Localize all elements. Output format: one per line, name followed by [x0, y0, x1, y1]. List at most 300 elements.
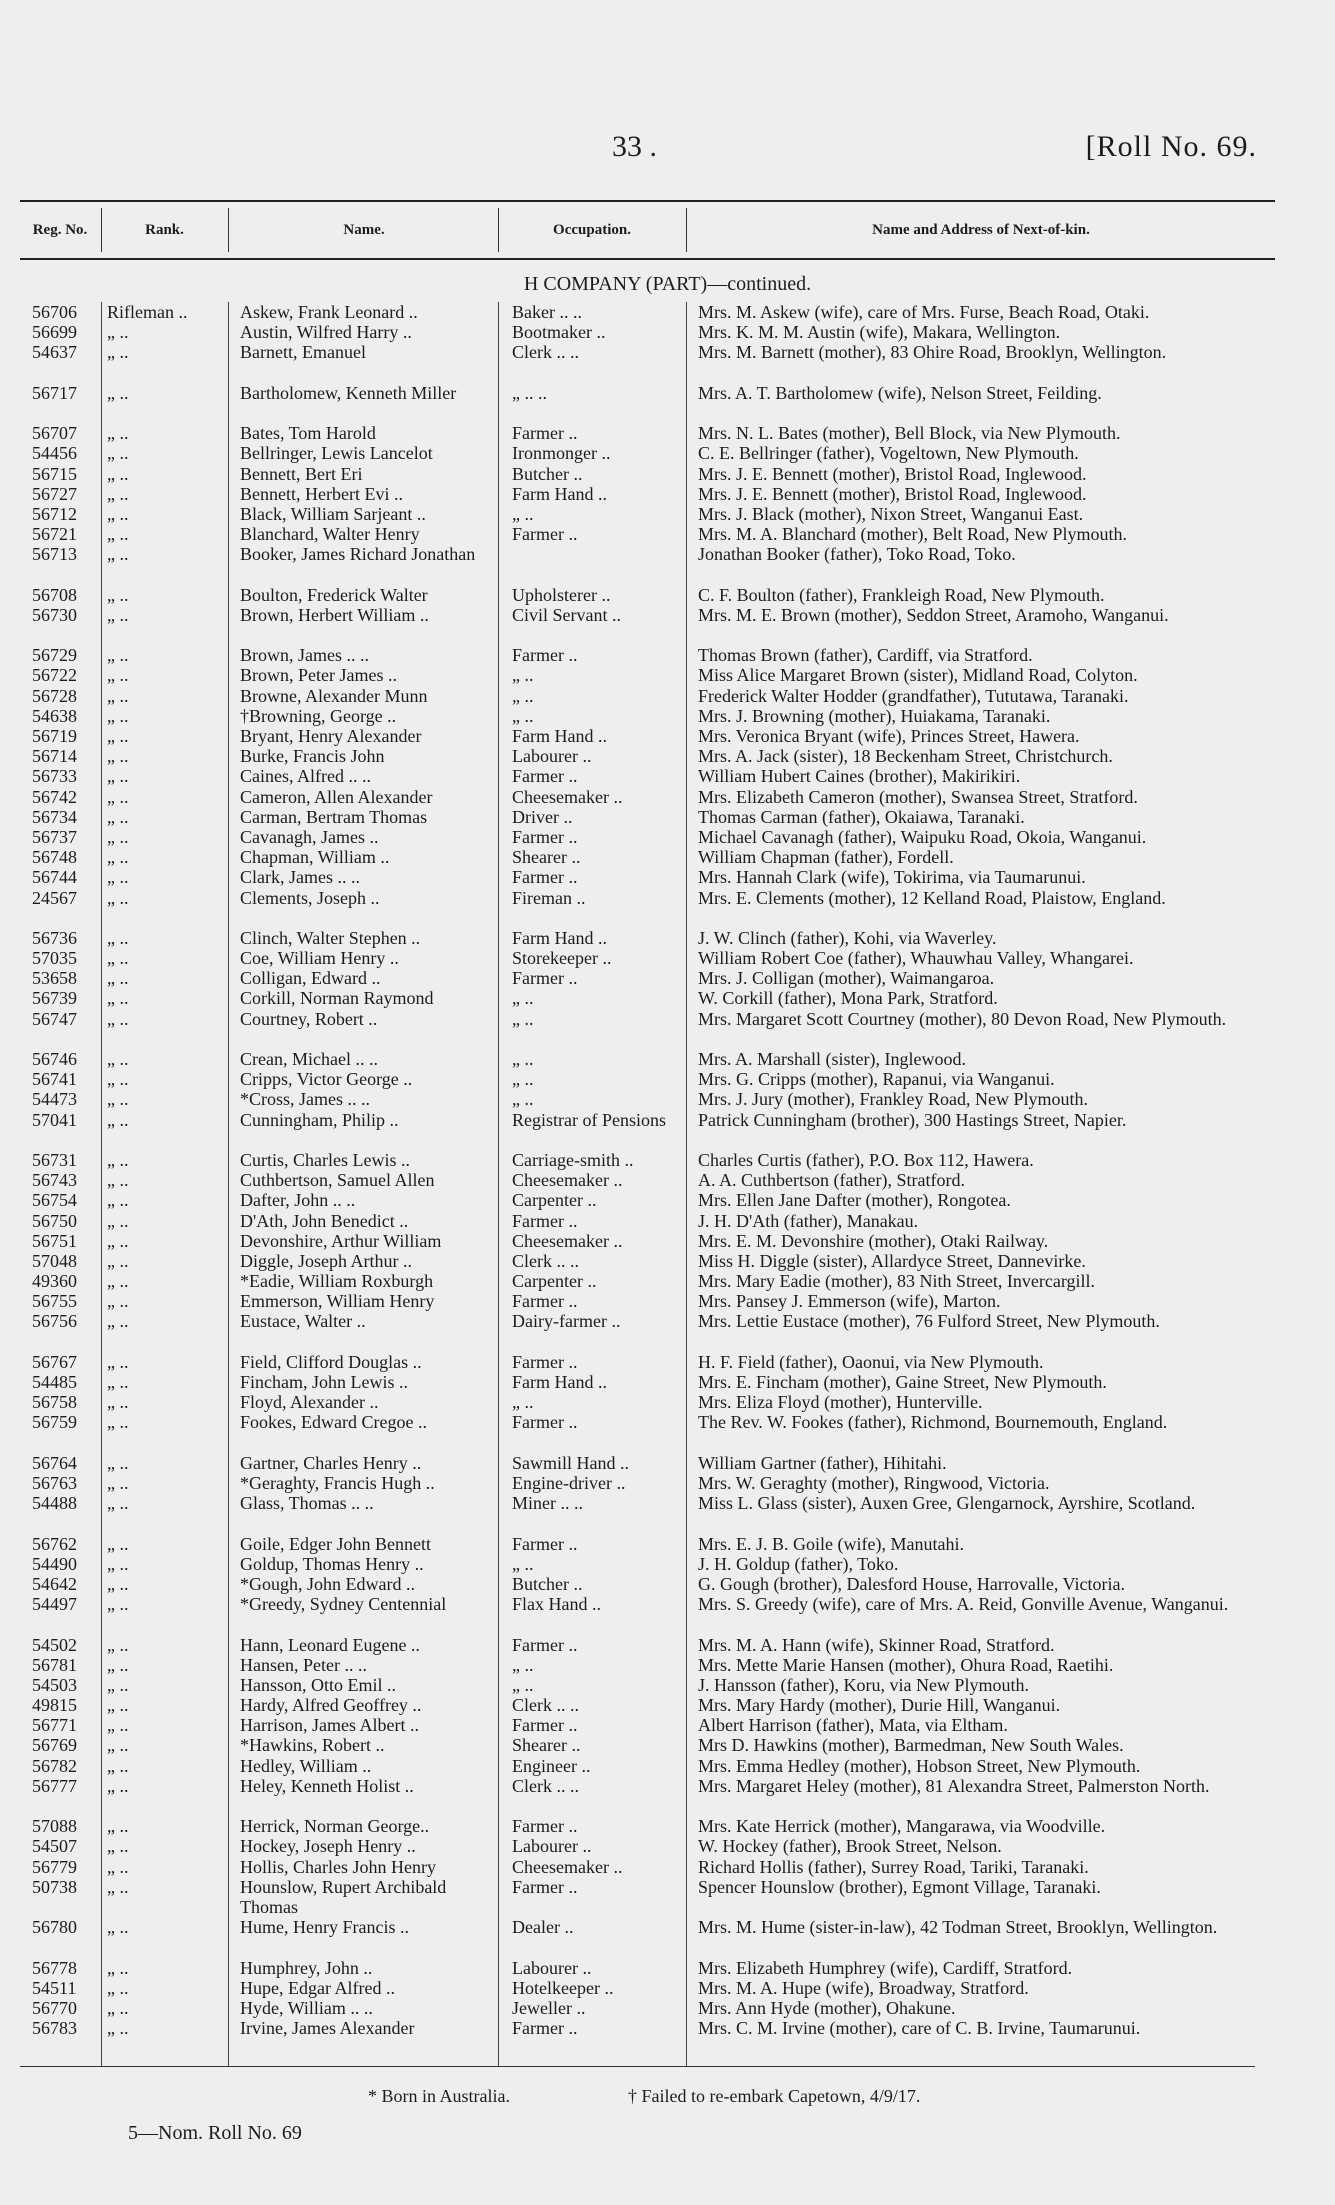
nom-roll-label: 5—Nom. Roll No. 69 [128, 2122, 302, 2144]
occupation: „ .. [512, 1392, 534, 1413]
reg-number: 54503 [32, 1674, 77, 1695]
soldier-name: Askew, Frank Leonard .. [240, 302, 418, 322]
rank: „ .. [107, 665, 129, 686]
table-row [20, 988, 1275, 1008]
reg-number: 56713 [32, 544, 77, 565]
rank: „ .. [107, 1250, 129, 1271]
soldier-name: Hockey, Joseph Henry .. [240, 1836, 416, 1857]
soldier-name: Bartholomew, Kenneth Miller [240, 382, 457, 403]
reg-number: 56783 [32, 2018, 77, 2039]
occupation: Farm Hand .. [512, 1372, 607, 1393]
next-of-kin: Mrs. E. M. Devonshire (mother), Otaki Railway. [698, 1230, 1049, 1251]
reg-number: 56780 [32, 1917, 77, 1938]
rank: „ .. [107, 826, 129, 847]
table-row [20, 1574, 1275, 1594]
column-header-occupation: Occupation. [553, 222, 631, 238]
rank: „ .. [107, 685, 129, 706]
table-row [20, 1958, 1275, 1978]
soldier-name: Crean, Michael .. .. [240, 1049, 378, 1070]
rank: „ .. [107, 746, 129, 767]
column-header-rank: Rank. [145, 222, 184, 238]
rank: „ .. [107, 1311, 129, 1332]
table-row [20, 1049, 1275, 1069]
soldier-name: Gartner, Charles Henry .. [240, 1452, 422, 1473]
table-row [20, 1877, 1275, 1917]
next-of-kin: Mrs. M. Barnett (mother), 83 Ohire Road, Brooklyn, Wellington. [698, 342, 1167, 363]
soldier-name: Floyd, Alexander .. [240, 1392, 379, 1413]
table-row [20, 1735, 1275, 1755]
reg-number: 56739 [32, 988, 77, 1009]
rank: „ .. [107, 1008, 129, 1029]
rank: „ .. [107, 1372, 129, 1393]
occupation: Cheesemaker .. [512, 1170, 623, 1191]
next-of-kin: Mrs. K. M. M. Austin (wife), Makara, Wellington. [698, 322, 1061, 343]
table-row [20, 1412, 1275, 1452]
reg-number: 56734 [32, 806, 77, 827]
soldier-name: Devonshire, Arthur William [240, 1230, 442, 1251]
reg-number: 56712 [32, 503, 77, 524]
table-row [20, 928, 1275, 948]
reg-number: 54456 [32, 443, 77, 464]
next-of-kin: Mrs. J. E. Bennett (mother), Bristol Road, Inglewood. [698, 463, 1087, 484]
rank: „ .. [107, 887, 129, 908]
reg-number: 53658 [32, 968, 77, 989]
occupation: Farmer .. [512, 826, 578, 847]
soldier-name: Barnett, Emanuel [240, 342, 366, 363]
next-of-kin: William Robert Coe (father), Whauwhau Valley, Whangarei. [698, 948, 1134, 969]
table-row [20, 342, 1275, 382]
soldier-name: Bennett, Bert Eri [240, 463, 363, 484]
section-title: H COMPANY (PART)—continued. [523, 273, 812, 295]
next-of-kin: Mrs. Ellen Jane Dafter (mother), Rongotea. [698, 1190, 1011, 1211]
occupation: Farmer .. [512, 1876, 578, 1897]
next-of-kin: Albert Harrison (father), Mata, via Eltham. [698, 1715, 1008, 1736]
next-of-kin: Mrs. Margaret Heley (mother), 81 Alexandra Street, Palmerston North. [698, 1775, 1210, 1796]
soldier-name: Hardy, Alfred Geoffrey .. [240, 1695, 422, 1716]
occupation: Farmer .. [512, 1533, 578, 1554]
rank: „ .. [107, 1674, 129, 1695]
reg-number: 56717 [32, 382, 77, 403]
rank: „ .. [107, 1977, 129, 1998]
rank: „ .. [107, 503, 129, 524]
reg-number: 54502 [32, 1634, 77, 1655]
soldier-name: Bellringer, Lewis Lancelot [240, 443, 433, 464]
reg-number: 56736 [32, 927, 77, 948]
rank: „ .. [107, 1170, 129, 1191]
rank: „ .. [107, 1149, 129, 1170]
occupation: Butcher .. [512, 463, 583, 484]
reg-number: 56741 [32, 1069, 77, 1090]
occupation: „ .. [512, 1069, 534, 1090]
occupation: Driver .. [512, 806, 573, 827]
rank: „ .. [107, 1735, 129, 1756]
soldier-name: Bates, Tom Harold [240, 423, 376, 444]
soldier-name: Dafter, John .. .. [240, 1190, 356, 1211]
soldier-name: *Gough, John Edward .. [240, 1573, 415, 1594]
reg-number: 57035 [32, 948, 77, 969]
next-of-kin: Mrs. C. M. Irvine (mother), care of C. B. Irvine, Taumarunui. [698, 2018, 1141, 2039]
soldier-name: Hansson, Otto Emil .. [240, 1674, 396, 1695]
soldier-name: *Greedy, Sydney Centennial [240, 1594, 447, 1615]
soldier-name: Caines, Alfred .. .. [240, 766, 371, 787]
table-row [20, 746, 1275, 766]
reg-number: 56699 [32, 322, 77, 343]
reg-number: 56777 [32, 1775, 77, 1796]
rank: „ .. [107, 1230, 129, 1251]
rank: „ .. [107, 1997, 129, 2018]
rank: „ .. [107, 463, 129, 484]
table-row [20, 968, 1275, 988]
rank: „ .. [107, 927, 129, 948]
table-row [20, 504, 1275, 524]
occupation: Cheesemaker .. [512, 786, 623, 807]
table-row [20, 1150, 1275, 1170]
occupation: Clerk .. .. [512, 1775, 579, 1796]
next-of-kin: Mrs. Eliza Floyd (mother), Hunterville. [698, 1392, 983, 1413]
table-row [20, 544, 1275, 584]
soldier-name: *Geraghty, Francis Hugh .. [240, 1473, 435, 1494]
soldier-name: Eustace, Walter .. [240, 1311, 366, 1332]
reg-number: 56758 [32, 1392, 77, 1413]
table-row [20, 1231, 1275, 1251]
rank: „ .. [107, 1836, 129, 1857]
rank: „ .. [107, 1553, 129, 1574]
soldier-name: Bryant, Henry Alexander [240, 726, 422, 746]
table-row [20, 847, 1275, 867]
reg-number: 56721 [32, 524, 77, 545]
next-of-kin: Charles Curtis (father), P.O. Box 112, Hawera. [698, 1149, 1034, 1170]
occupation: Farmer .. [512, 1291, 578, 1312]
occupation: Registrar of Pensions [512, 1109, 666, 1130]
reg-number: 56729 [32, 645, 77, 666]
occupation: „ .. [512, 503, 534, 524]
rank: „ .. [107, 1190, 129, 1211]
table-row [20, 1857, 1275, 1877]
occupation: Fireman .. [512, 887, 586, 908]
next-of-kin: Frederick Walter Hodder (grandfather), Tututawa, Taranaki. [698, 685, 1129, 706]
soldier-name: Cavanagh, James .. [240, 826, 379, 847]
next-of-kin: Spencer Hounslow (brother), Egmont Village, Taranaki. [698, 1876, 1101, 1897]
rank: „ .. [107, 786, 129, 807]
next-of-kin: H. F. Field (father), Oaonui, via New Plymouth. [698, 1351, 1044, 1372]
next-of-kin: Miss L. Glass (sister), Auxen Gree, Glengarnock, Ayrshire, Scotland. [698, 1493, 1196, 1514]
roll-label: [Roll No. 69. [1085, 130, 1257, 163]
table-row [20, 1836, 1275, 1856]
table-row [20, 302, 1275, 322]
reg-number: 54473 [32, 1089, 77, 1110]
rank: „ .. [107, 483, 129, 504]
rank: „ .. [107, 1291, 129, 1312]
reg-number: 54511 [32, 1977, 77, 1998]
table-row [20, 1069, 1275, 1089]
reg-number: 56733 [32, 766, 77, 787]
table-header [20, 200, 1275, 260]
soldier-name: Austin, Wilfred Harry .. [240, 322, 412, 343]
reg-number: 56782 [32, 1755, 77, 1776]
occupation: Labourer .. [512, 1957, 592, 1978]
rank: „ .. [107, 948, 129, 969]
reg-number: 56747 [32, 1008, 77, 1029]
reg-number: 54642 [32, 1573, 77, 1594]
occupation: Labourer .. [512, 1836, 592, 1857]
table-row [20, 1756, 1275, 1776]
rank: „ .. [107, 342, 129, 363]
rank: „ .. [107, 645, 129, 666]
rank: „ .. [107, 1473, 129, 1494]
table-row [20, 1291, 1275, 1311]
soldier-name: Corkill, Norman Raymond [240, 988, 434, 1009]
next-of-kin: Thomas Brown (father), Cardiff, via Stratford. [698, 645, 1033, 666]
table-row [20, 1211, 1275, 1231]
soldier-name: Goile, Edger John Bennett [240, 1533, 431, 1554]
next-of-kin: Mrs. M. A. Hann (wife), Skinner Road, Stratford. [698, 1634, 1055, 1655]
rank: „ .. [107, 1856, 129, 1877]
occupation: Farmer .. [512, 766, 578, 787]
table-row [20, 787, 1275, 807]
occupation: Butcher .. [512, 1573, 583, 1594]
occupation: Labourer .. [512, 746, 592, 767]
table-row [20, 665, 1275, 685]
next-of-kin: Mrs. J. E. Bennett (mother), Bristol Road, Inglewood. [698, 483, 1087, 504]
soldier-name: Hedley, William .. [240, 1755, 372, 1776]
occupation: Farmer .. [512, 1210, 578, 1231]
rank: „ .. [107, 1210, 129, 1231]
next-of-kin: Mrs. S. Greedy (wife), care of Mrs. A. Reid, Gonville Avenue, Wanganui. [698, 1594, 1229, 1615]
soldier-name: *Hawkins, Robert .. [240, 1735, 385, 1756]
table-row [20, 484, 1275, 504]
next-of-kin: Patrick Cunningham (brother), 300 Hastings Street, Napier. [698, 1109, 1127, 1130]
soldier-name: Boulton, Frederick Walter [240, 584, 428, 605]
rank: „ .. [107, 988, 129, 1009]
table-row [20, 1089, 1275, 1109]
next-of-kin: Mrs. A. Jack (sister), 18 Beckenham Street, Christchurch. [698, 746, 1113, 767]
next-of-kin: Mrs. E. Clements (mother), 12 Kelland Road, Plaistow, England. [698, 887, 1166, 908]
table-row [20, 827, 1275, 847]
table-row [20, 1816, 1275, 1836]
rank: „ .. [107, 382, 129, 403]
soldier-name: Fookes, Edward Cregoe .. [240, 1412, 427, 1433]
soldier-name: *Eadie, William Roxburgh [240, 1271, 434, 1292]
soldier-name: Emmerson, William Henry [240, 1291, 435, 1312]
reg-number: 56746 [32, 1049, 77, 1070]
soldier-name: Hume, Henry Francis .. [240, 1917, 409, 1938]
table-row [20, 1655, 1275, 1675]
reg-number: 56722 [32, 665, 77, 686]
soldier-name: Chapman, William .. [240, 847, 390, 868]
rank: „ .. [107, 1573, 129, 1594]
rank: „ .. [107, 1715, 129, 1736]
soldier-name: *Cross, James .. .. [240, 1089, 370, 1110]
next-of-kin: Michael Cavanagh (father), Waipuku Road, Okoia, Wanganui. [698, 826, 1147, 847]
next-of-kin: William Gartner (father), Hihitahi. [698, 1452, 947, 1473]
table-row [20, 1978, 1275, 1998]
next-of-kin: Mrs. Margaret Scott Courtney (mother), 80 Devon Road, New Plymouth. [698, 1008, 1227, 1029]
table-row [20, 1110, 1275, 1150]
table-row [20, 524, 1275, 544]
reg-number: 56750 [32, 1210, 77, 1231]
occupation: Ironmonger .. [512, 443, 611, 464]
occupation: Farmer .. [512, 2018, 578, 2039]
rank: „ .. [107, 1695, 129, 1716]
reg-number: 56779 [32, 1856, 77, 1877]
occupation: „ .. [512, 1089, 534, 1110]
reg-number: 54507 [32, 1836, 77, 1857]
rank: „ .. [107, 766, 129, 787]
soldier-name: Herrick, Norman George.. [240, 1816, 430, 1837]
reg-number: 56767 [32, 1351, 77, 1372]
occupation: Shearer .. [512, 1735, 581, 1756]
next-of-kin: Mrs. Mary Eadie (mother), 83 Nith Street, Invercargill. [698, 1271, 1096, 1292]
rank: „ .. [107, 524, 129, 545]
soldier-name: Carman, Bertram Thomas [240, 806, 428, 827]
occupation: Bootmaker .. [512, 322, 606, 343]
soldier-name: Courtney, Robert .. [240, 1008, 378, 1029]
occupation: Farmer .. [512, 1634, 578, 1655]
soldier-name: Cunningham, Philip .. [240, 1109, 399, 1130]
rank: „ .. [107, 1957, 129, 1978]
next-of-kin: C. E. Bellringer (father), Vogeltown, New Plymouth. [698, 443, 1079, 464]
soldier-name: Black, William Sarjeant .. [240, 503, 426, 524]
table-row [20, 585, 1275, 605]
table-row [20, 322, 1275, 342]
soldier-name: Browne, Alexander Munn [240, 685, 428, 706]
table-row [20, 1675, 1275, 1695]
table-row [20, 807, 1275, 827]
soldier-name: Burke, Francis John [240, 746, 385, 767]
table-row [20, 1170, 1275, 1190]
reg-number: 56715 [32, 463, 77, 484]
table-row [20, 686, 1275, 706]
column-header-name: Name. [343, 222, 385, 238]
rank: „ .. [107, 443, 129, 464]
soldier-name: Curtis, Charles Lewis .. [240, 1149, 410, 1170]
reg-number: 56744 [32, 867, 77, 888]
occupation: Flax Hand .. [512, 1594, 601, 1615]
reg-number: 50738 [32, 1876, 77, 1897]
reg-number: 56764 [32, 1452, 77, 1473]
next-of-kin: Mrs. J. Jury (mother), Frankley Road, New Plymouth. [698, 1089, 1088, 1110]
reg-number: 49815 [32, 1695, 77, 1716]
next-of-kin: Mrs. J. Browning (mother), Huiakama, Taranaki. [698, 705, 1051, 726]
rank: „ .. [107, 1109, 129, 1130]
reg-number: 57088 [32, 1816, 77, 1837]
reg-number: 57041 [32, 1109, 77, 1130]
next-of-kin: Mrs. Mette Marie Hansen (mother), Ohura Road, Raetihi. [698, 1654, 1114, 1675]
occupation: Dairy-farmer .. [512, 1311, 621, 1332]
reg-number: 56755 [32, 1291, 77, 1312]
next-of-kin: Mrs. Elizabeth Humphrey (wife), Cardiff, Stratford. [698, 1957, 1073, 1978]
occupation: Clerk .. .. [512, 342, 579, 363]
soldier-name: Harrison, James Albert .. [240, 1715, 419, 1736]
soldier-name: Heley, Kenneth Holist .. [240, 1775, 414, 1796]
occupation: „ .. [512, 705, 534, 726]
next-of-kin: Mrs. W. Geraghty (mother), Ringwood, Victoria. [698, 1473, 1050, 1494]
footnote-born-australia: * Born in Australia. [368, 2086, 510, 2106]
rank: „ .. [107, 584, 129, 605]
next-of-kin: William Chapman (father), Fordell. [698, 847, 954, 868]
rank: Rifleman .. [107, 302, 188, 322]
page-number: 33 . [612, 130, 657, 163]
occupation: Farmer .. [512, 867, 578, 888]
soldier-name: D'Ath, John Benedict .. [240, 1210, 409, 1231]
table-row [20, 1190, 1275, 1210]
rank: „ .. [107, 806, 129, 827]
table-row [20, 383, 1275, 423]
next-of-kin: Mrs. M. E. Brown (mother), Seddon Street, Aramoho, Wanganui. [698, 604, 1169, 625]
table-row [20, 464, 1275, 484]
table-row [20, 867, 1275, 887]
table-row [20, 423, 1275, 443]
rank: „ .. [107, 1634, 129, 1655]
occupation: Farm Hand .. [512, 726, 607, 746]
occupation: Farm Hand .. [512, 483, 607, 504]
next-of-kin: Jonathan Booker (father), Toko Road, Toko. [698, 544, 1016, 565]
next-of-kin: The Rev. W. Fookes (father), Richmond, Bournemouth, England. [698, 1412, 1168, 1433]
table-row [20, 1695, 1275, 1715]
reg-number: 56778 [32, 1957, 77, 1978]
occupation: Farmer .. [512, 1816, 578, 1837]
next-of-kin: Thomas Carman (father), Okaiawa, Taranaki. [698, 806, 1025, 827]
next-of-kin: Mrs. N. L. Bates (mother), Bell Block, via New Plymouth. [698, 423, 1121, 444]
table-row [20, 726, 1275, 746]
soldier-name: Field, Clifford Douglas .. [240, 1351, 422, 1372]
rank: „ .. [107, 1049, 129, 1070]
rank: „ .. [107, 1271, 129, 1292]
table-row [20, 1392, 1275, 1412]
rank: „ .. [107, 1876, 129, 1897]
reg-number: 54485 [32, 1372, 77, 1393]
table-row [20, 1917, 1275, 1957]
reg-number: 56771 [32, 1715, 77, 1736]
reg-number: 56719 [32, 726, 77, 746]
column-header-reg: Reg. No. [32, 222, 88, 238]
occupation: Storekeeper .. [512, 948, 612, 969]
rank: „ .. [107, 1452, 129, 1473]
soldier-name: Cuthbertson, Samuel Allen [240, 1170, 435, 1191]
table-row [20, 1271, 1275, 1291]
occupation: Farmer .. [512, 524, 578, 545]
next-of-kin: Mrs. A. T. Bartholomew (wife), Nelson Street, Feilding. [698, 382, 1102, 403]
table-row [20, 1594, 1275, 1634]
table-row [20, 1311, 1275, 1351]
table-row [20, 605, 1275, 645]
footnote-failed-reembark: † Failed to re-embark Capetown, 4/9/17. [628, 2086, 921, 2106]
rank: „ .. [107, 1816, 129, 1837]
reg-number: 56743 [32, 1170, 77, 1191]
soldier-name: Glass, Thomas .. .. [240, 1493, 374, 1514]
occupation: Farmer .. [512, 1715, 578, 1736]
occupation: Farm Hand .. [512, 927, 607, 948]
occupation: Farmer .. [512, 1351, 578, 1372]
reg-number: 56714 [32, 746, 77, 767]
table-row [20, 948, 1275, 968]
soldier-name: Colligan, Edward .. [240, 968, 381, 989]
rank: „ .. [107, 1917, 129, 1938]
reg-number: 56781 [32, 1654, 77, 1675]
occupation: Clerk .. .. [512, 1250, 579, 1271]
reg-number: 56737 [32, 826, 77, 847]
occupation: Farmer .. [512, 645, 578, 666]
table-row [20, 1635, 1275, 1655]
next-of-kin: J. Hansson (father), Koru, via New Plymouth. [698, 1674, 1029, 1695]
next-of-kin: Mrs. J. Black (mother), Nixon Street, Wanganui East. [698, 503, 1084, 524]
bottom-rule [20, 2066, 1255, 2067]
soldier-name: Clements, Joseph .. [240, 887, 380, 908]
reg-number: 56770 [32, 1997, 77, 2018]
next-of-kin: Mrs. Kate Herrick (mother), Mangarawa, via Woodville. [698, 1816, 1106, 1837]
reg-number: 54637 [32, 342, 77, 363]
reg-number: 56708 [32, 584, 77, 605]
